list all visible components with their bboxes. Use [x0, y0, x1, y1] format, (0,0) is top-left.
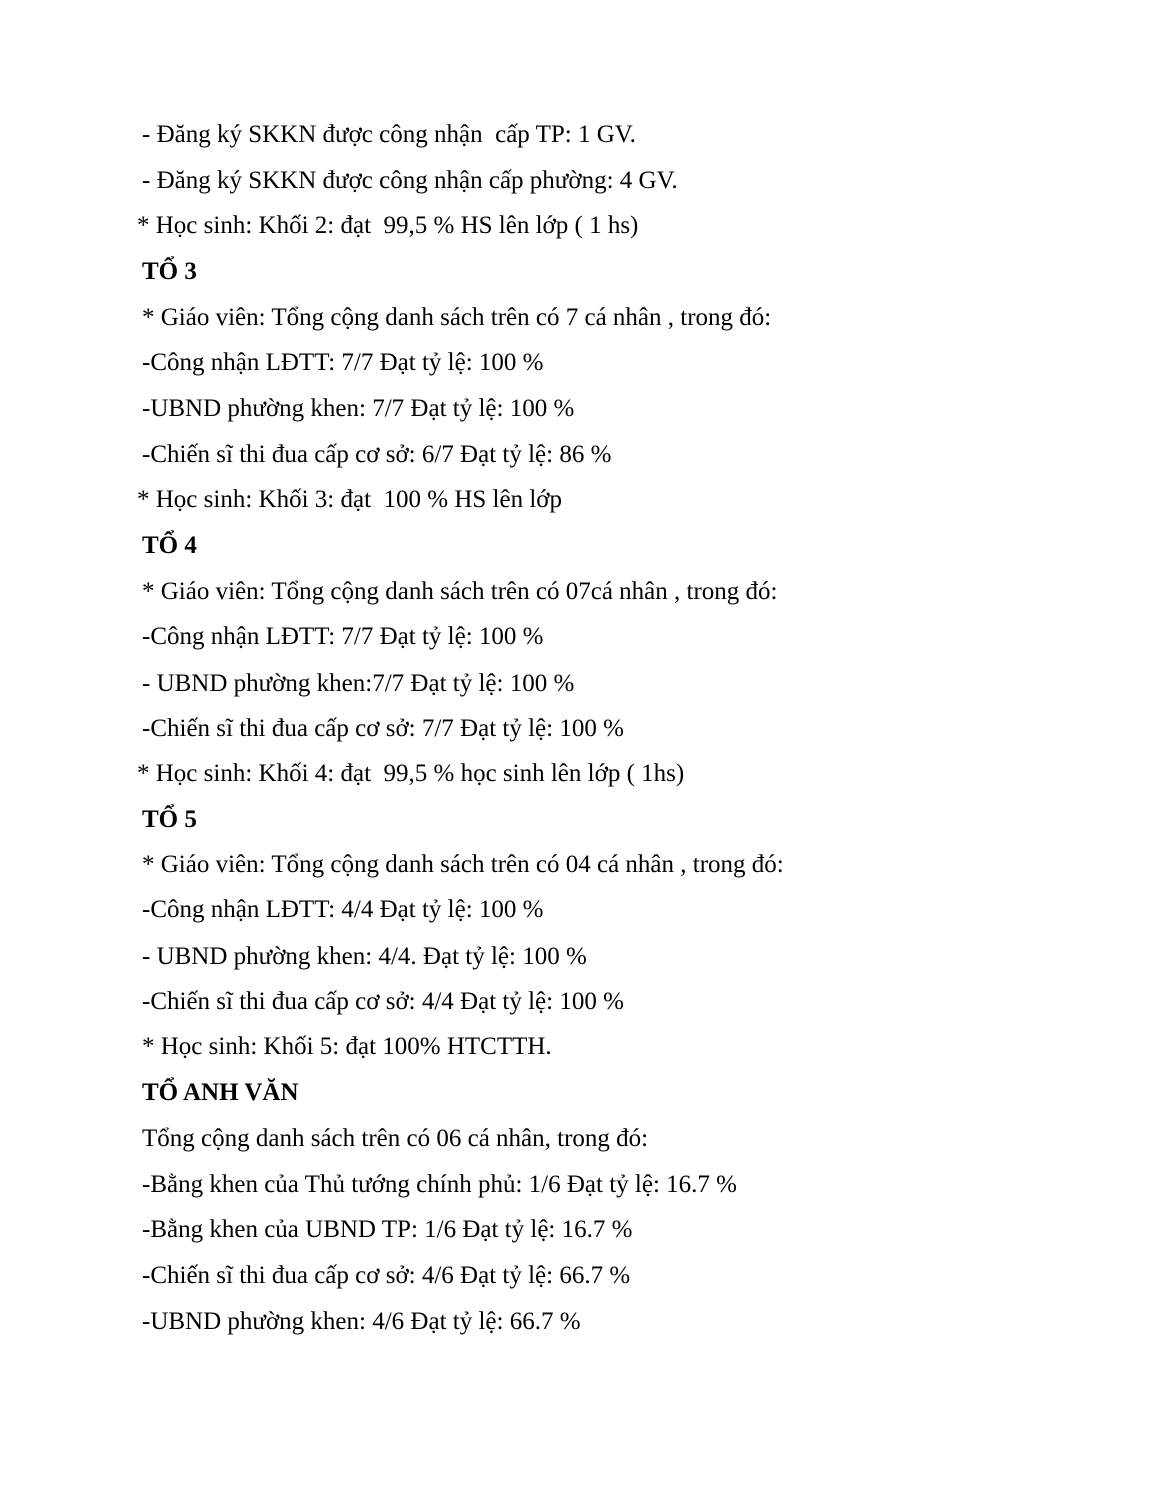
text-line-students-grade5: * Học sinh: Khối 5: đạt 100% HTCTTH. [142, 1033, 552, 1060]
text-line-csdt-to3: -Chiến sĩ thi đua cấp cơ sở: 6/7 Đạt tỷ lệ: 86 % [142, 441, 612, 468]
section-heading-to-anh-van: TỔ ANH VĂN [142, 1079, 299, 1106]
text-line-teachers-to5: * Giáo viên: Tổng cộng danh sách trên có 04 cá nhân , trong đó: [142, 851, 784, 878]
text-line-csdt-to4: -Chiến sĩ thi đua cấp cơ sở: 7/7 Đạt tỷ lệ: 100 % [142, 715, 624, 742]
text-line-ubnd-to4: - UBND phường khen:7/7 Đạt tỷ lệ: 100 % [142, 670, 575, 697]
text-line-csdt-to5: -Chiến sĩ thi đua cấp cơ sở: 4/4 Đạt tỷ lệ: 100 % [142, 988, 624, 1015]
text-line-bang-khen-thu-tuong: -Bằng khen của Thủ tướng chính phủ: 1/6 Đạt tỷ lệ: 16.7 % [142, 1171, 737, 1198]
section-heading-to-4: TỔ 4 [142, 532, 197, 559]
text-line-students-grade4: * Học sinh: Khối 4: đạt 99,5 % học sinh lên lớp ( 1hs) [137, 760, 685, 787]
text-line-csdt-anh-van: -Chiến sĩ thi đua cấp cơ sở: 4/6 Đạt tỷ lệ: 66.7 % [142, 1262, 631, 1289]
text-line-teachers-to3: * Giáo viên: Tổng cộng danh sách trên có 7 cá nhân , trong đó: [142, 304, 772, 331]
section-heading-to-5: TỔ 5 [142, 806, 197, 833]
text-line-ldtt-to5: -Công nhận LĐTT: 4/4 Đạt tỷ lệ: 100 % [142, 896, 544, 923]
text-line-skkn-city: - Đăng ký SKKN được công nhận cấp TP: 1 GV. [142, 121, 636, 148]
text-line-skkn-ward: - Đăng ký SKKN được công nhận cấp phường: 4 GV. [142, 167, 678, 194]
text-line-ubnd-to5: - UBND phường khen: 4/4. Đạt tỷ lệ: 100 % [142, 943, 587, 970]
text-line-teachers-to4: * Giáo viên: Tổng cộng danh sách trên có 07cá nhân , trong đó: [142, 578, 778, 605]
text-line-students-grade2: * Học sinh: Khối 2: đạt 99,5 % HS lên lớp ( 1 hs) [137, 212, 639, 239]
text-line-ldtt-to3: -Công nhận LĐTT: 7/7 Đạt tỷ lệ: 100 % [142, 349, 544, 376]
text-line-ubnd-anh-van: -UBND phường khen: 4/6 Đạt tỷ lệ: 66.7 % [142, 1308, 581, 1335]
text-line-ldtt-to4: -Công nhận LĐTT: 7/7 Đạt tỷ lệ: 100 % [142, 623, 544, 650]
text-line-total-anh-van: Tổng cộng danh sách trên có 06 cá nhân, trong đó: [142, 1125, 649, 1152]
text-line-bang-khen-ubnd-tp: -Bằng khen của UBND TP: 1/6 Đạt tỷ lệ: 16.7 % [142, 1216, 633, 1243]
text-line-students-grade3: * Học sinh: Khối 3: đạt 100 % HS lên lớp [137, 486, 562, 513]
section-heading-to-3: TỔ 3 [142, 258, 197, 285]
text-line-ubnd-to3: -UBND phường khen: 7/7 Đạt tỷ lệ: 100 % [142, 395, 575, 422]
